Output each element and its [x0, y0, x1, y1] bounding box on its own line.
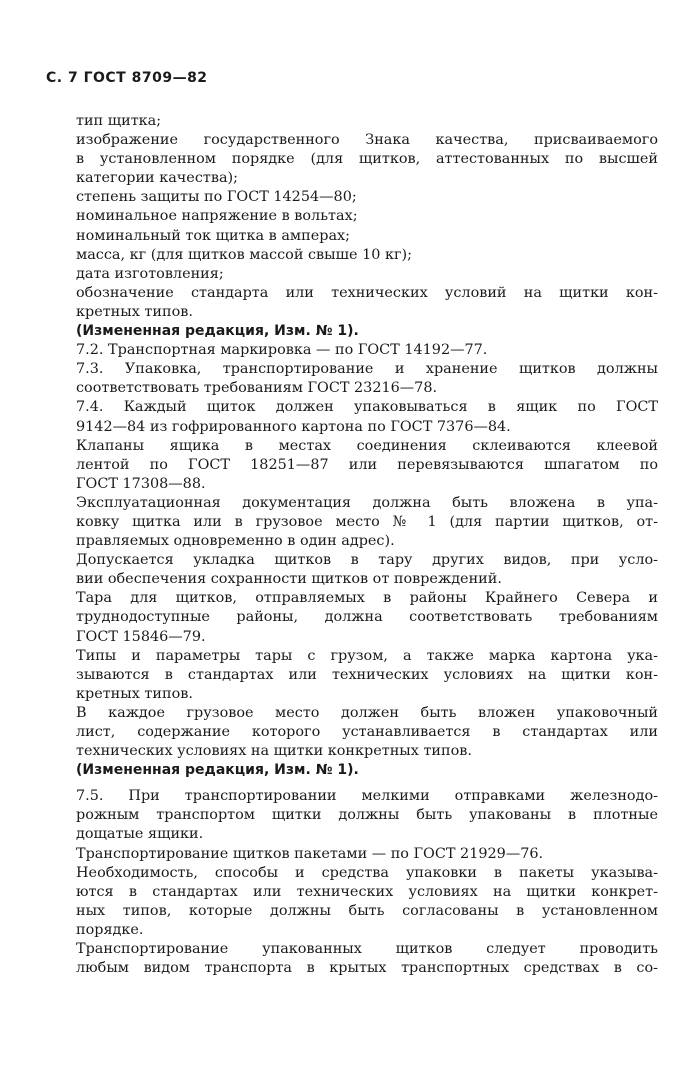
- text-line: правляемых одновременно в один адрес).: [76, 533, 395, 550]
- text-line: порядке.: [76, 921, 144, 938]
- text-line: Допускается укладка щитков в тару других видов, при усло-: [76, 552, 658, 569]
- text-line: любым видом транспорта в крытых транспортных средствах в со-: [76, 960, 658, 977]
- text-line: 7.5. При транспортировании мелкими отправками железнодо-: [76, 788, 658, 805]
- amendment-note: (Измененная редакция, Изм. № 1).: [76, 323, 359, 340]
- text-line: масса, кг (для щитков массой свыше 10 кг);: [76, 246, 412, 263]
- text-line: номинальное напряжение в вольтах;: [76, 208, 358, 225]
- text-line: кретных типов.: [76, 303, 193, 320]
- text-line: номинальный ток щитка в амперах;: [76, 227, 350, 244]
- text-line: ковку щитка или в грузовое место № 1 (для партии щитков, от-: [76, 513, 658, 530]
- text-line: Транспортирование щитков пакетами — по ГОСТ 21929—76.: [76, 845, 544, 862]
- text-line: 7.3. Упаковка, транспортирование и хранение щитков должны: [76, 361, 658, 378]
- text-line: в установленном порядке (для щитков, аттестованных по высшей: [76, 151, 658, 168]
- text-line: Клапаны ящика в местах соединения склеиваются клеевой: [76, 437, 658, 454]
- text-line: Необходимость, способы и средства упаковки в пакеты указыва-: [76, 864, 658, 881]
- amendment-note: (Измененная редакция, Изм. № 1).: [76, 762, 359, 779]
- text-line: зываются в стандартах или технических условиях на щитки кон-: [76, 666, 658, 683]
- text-line: кретных типов.: [76, 685, 193, 702]
- text-line: 7.4. Каждый щиток должен упаковываться в ящик по ГОСТ: [76, 399, 658, 416]
- text-line: В каждое грузовое место должен быть вложен упаковочный: [76, 704, 658, 721]
- document-body: [76, 112, 658, 978]
- text-line: соответствовать требованиям ГОСТ 23216—78.: [76, 380, 438, 397]
- text-line: Типы и параметры тары с грузом, а также марка картона ука-: [76, 647, 658, 664]
- text-line: технических условиях на щитки конкретных типов.: [76, 743, 472, 760]
- page-header: С. 7 ГОСТ 8709—82: [46, 70, 208, 86]
- text-line: Тара для щитков, отправляемых в районы Крайнего Севера и: [76, 590, 658, 607]
- text-line: 9142—84 из гофрированного картона по ГОСТ 7376—84.: [76, 418, 511, 435]
- text-line: степень защиты по ГОСТ 14254—80;: [76, 189, 357, 206]
- text-line: вии обеспечения сохранности щитков от повреждений.: [76, 571, 502, 588]
- text-line: обозначение стандарта или технических условий на щитки кон-: [76, 284, 658, 301]
- text-line: дата изготовления;: [76, 265, 224, 282]
- text-line: рожным транспортом щитки должны быть упакованы в плотные: [76, 807, 658, 824]
- text-line: изображение государственного Знака качества, присваиваемого: [76, 132, 658, 149]
- text-line: дощатые ящики.: [76, 826, 204, 843]
- text-line: 7.2. Транспортная маркировка — по ГОСТ 14192—77.: [76, 342, 488, 359]
- text-line: лист, содержание которого устанавливается в стандартах или: [76, 724, 658, 740]
- text-line: Транспортирование упакованных щитков следует проводить: [76, 941, 658, 958]
- text-line: ются в стандартах или технических условиях на щитки конкрет-: [76, 883, 658, 900]
- text-line: ГОСТ 17308—88.: [76, 475, 206, 492]
- text-line: ных типов, которые должны быть согласованы в установленном: [76, 902, 658, 919]
- text-line: ГОСТ 15846—79.: [76, 628, 206, 645]
- text-line: категории качества);: [76, 170, 238, 187]
- text-line: лентой по ГОСТ 18251—87 или перевязываются шпагатом по: [76, 456, 658, 473]
- text-line: тип щитка;: [76, 113, 162, 129]
- text-line: труднодоступные районы, должна соответствовать требованиям: [76, 609, 658, 626]
- text-line: Эксплуатационная документация должна быть вложена в упа-: [76, 494, 658, 511]
